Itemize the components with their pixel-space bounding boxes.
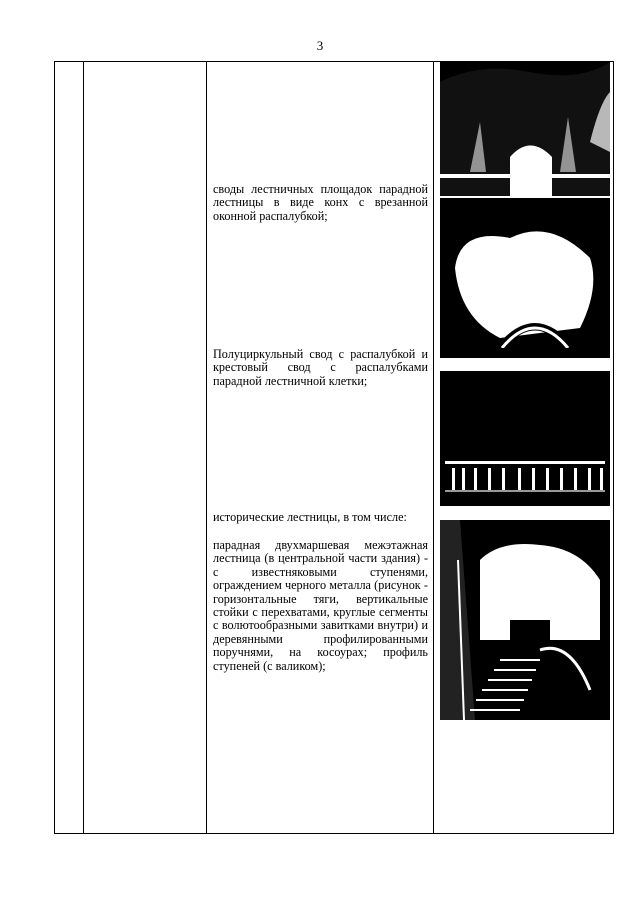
column-divider bbox=[83, 62, 84, 833]
page-number: 3 bbox=[316, 38, 324, 53]
conch-vault-photo bbox=[440, 198, 610, 358]
heritage-table bbox=[54, 61, 614, 834]
stair-cell-vault-photo bbox=[440, 371, 610, 506]
main-staircase-photo bbox=[440, 520, 610, 720]
column-divider bbox=[206, 62, 207, 833]
item-description: своды лестничных площадок парадной лестницы в виде конх с врезанной оконной распалубкой; bbox=[213, 182, 428, 223]
column-divider bbox=[433, 62, 434, 833]
vault-window-photo bbox=[440, 62, 610, 196]
item-description: парадная двухмаршевая межэтажная лестница (в центральной части здания) - с известняковыми ступенями, ограждением черного металла (рисунок - горизонтальные тяги, вертикальные стойки с перехватами, круглые сегменты с волютообразными завитками внутри) и деревянными профилированными поручнями, на косоурах; профиль ступеней (с валиком); bbox=[213, 538, 428, 673]
item-description: Полуциркульный свод с распалубкой и крестовый свод с распалубками парадной лестничной клетки; bbox=[213, 347, 428, 388]
item-description: исторические лестницы, в том числе: bbox=[213, 510, 407, 524]
